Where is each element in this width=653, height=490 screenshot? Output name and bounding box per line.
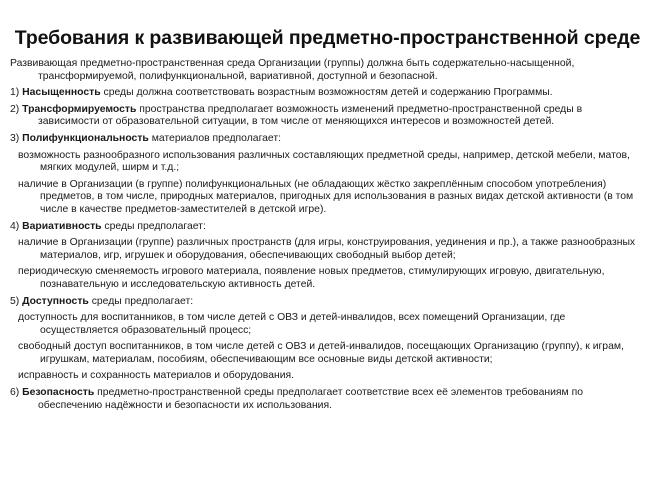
item-text: среды предполагает: xyxy=(101,220,206,232)
page-title: Требования к развивающей предметно-пространственной среде xyxy=(14,27,641,49)
item-variability xyxy=(10,221,645,234)
sub-item: доступность для воспитанников, в том числе детей с ОВЗ и детей-инвалидов, всех помещений Организации, где осуществляется образовательный процесс; xyxy=(18,312,566,336)
item-text: пространства предполагает возможность изменений предметно-пространственной среды в зависимости от образовательной ситуации, в том числе от меняющихся интересов и возможностей детей. xyxy=(38,103,583,128)
item-number: 1) xyxy=(10,87,20,99)
item-term: Доступность xyxy=(22,295,89,307)
sub-item: исправность и сохранность материалов и оборудования. xyxy=(18,370,295,382)
item-term: Насыщенность xyxy=(22,87,101,99)
sub-item: периодическую сменяемость игрового материала, появление новых предметов, стимулирующих игровую, двигательную, познавательную и исследовательскую активность детей. xyxy=(18,266,605,290)
item-text: среды должна соответствовать возрастным возможностям детей и содержанию Программы. xyxy=(100,87,553,99)
item-number: 2) xyxy=(10,103,20,115)
slide-content xyxy=(10,58,645,412)
item-term: Вариативность xyxy=(22,220,102,232)
item-safety xyxy=(10,387,645,412)
item-text: предметно-пространственной среды предполагает соответствие всех её элементов требованиям по обеспечению надёжности и безопасности их использования. xyxy=(38,387,583,411)
item-term: Трансформируемость xyxy=(22,103,137,115)
item-number: 6) xyxy=(10,387,20,399)
item-number: 5) xyxy=(10,295,20,307)
sub-item: наличие в Организации (в группе) полифункциональных (не обладающих жёстко закреплённым способом употребления) предметов, в том числе, природных материалов, пригодных для использования в разных видах детской активности (в том числе в качестве предметов-заместителей в детской игре). xyxy=(18,178,634,215)
item-polyfunctionality xyxy=(10,133,645,146)
item-number: 3) xyxy=(10,132,20,144)
intro-paragraph: Развивающая предметно-пространственная среда Организации (группы) должна быть содержательно-насыщенной, трансформируемой, полифункциональной, вариативной, доступной и безопасной. xyxy=(10,58,575,82)
item-transformability xyxy=(10,104,645,129)
sub-item: свободный доступ воспитанников, в том числе детей с ОВЗ и детей-инвалидов, посещающих Организацию (группу), к играм, игрушкам, материалам, пособиям, обеспечивающим все основные виды детской активности; xyxy=(18,341,624,365)
item-saturation xyxy=(10,87,645,100)
item-accessibility xyxy=(10,296,645,309)
sub-item: возможность разнообразного использования различных составляющих предметной среды, например, детской мебели, матов, мягких модулей, ширм и т.д.; xyxy=(18,149,630,174)
item-number: 4) xyxy=(10,220,20,232)
item-text: материалов предполагает: xyxy=(148,132,281,144)
item-term: Безопасность xyxy=(22,387,95,399)
sub-item: наличие в Организации (группе) различных пространств (для игры, конструирования, уединения и пр.), а также разнообразных материалов, игр, игрушек и оборудования, обеспечивающих свободный выбор детей; xyxy=(18,237,636,261)
item-term: Полифункциональность xyxy=(22,132,149,144)
item-text: среды предполагает: xyxy=(88,295,194,307)
